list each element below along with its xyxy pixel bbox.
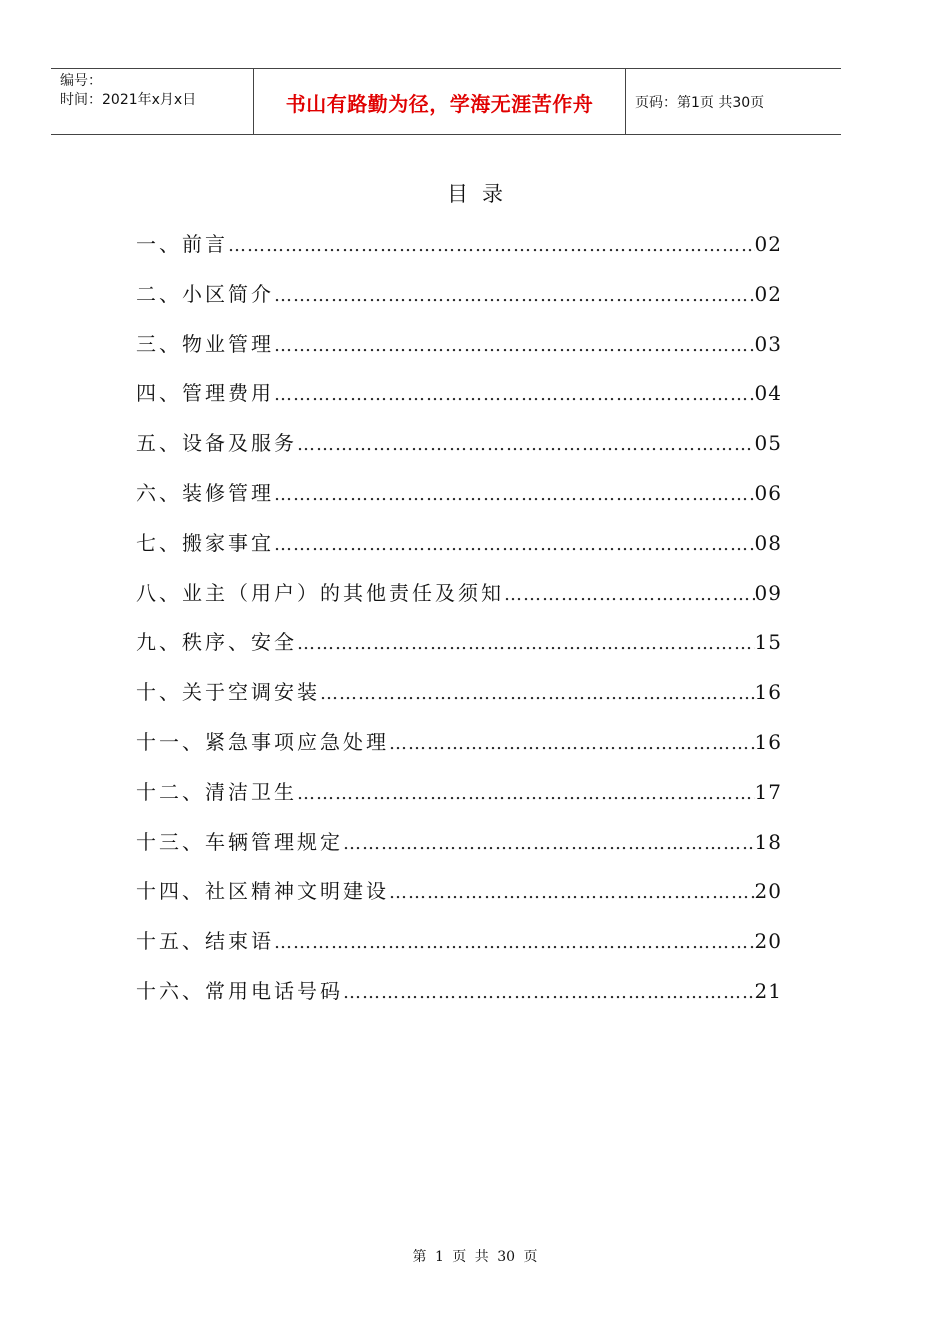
toc-item-label: 十一、紧急事项应急处理 — [136, 729, 389, 754]
toc-leader-dots — [274, 925, 755, 961]
toc-leader-dots — [389, 875, 755, 911]
toc-item-page: 16 — [754, 729, 782, 754]
toc-item-label: 五、设备及服务 — [136, 431, 297, 456]
toc-leader-dots — [274, 278, 755, 314]
toc-item-page: 03 — [754, 331, 782, 356]
toc-item-page: 09 — [754, 580, 782, 605]
toc-item-label: 一、前言 — [136, 232, 228, 256]
toc-item[interactable] — [136, 873, 782, 923]
toc-item-label: 十三、车辆管理规定 — [136, 829, 343, 854]
header-number-label: 编号： — [60, 73, 102, 89]
toc-leader-dots — [297, 626, 755, 662]
toc-item-label: 四、管理费用 — [136, 381, 274, 406]
header-motto: 书山有路勤为径，学海无涯苦作舟 — [285, 91, 594, 116]
toc-item[interactable] — [136, 375, 782, 425]
toc-item[interactable] — [136, 674, 782, 724]
toc-leader-dots — [320, 676, 755, 712]
toc-leader-dots — [343, 975, 755, 1011]
page-header — [51, 68, 841, 135]
toc-item[interactable] — [136, 824, 782, 874]
toc-item[interactable] — [136, 724, 782, 774]
toc-item-label: 六、装修管理 — [136, 480, 274, 505]
page-footer: 第 1 页 共 30 页 — [412, 1249, 538, 1265]
toc-item[interactable] — [136, 774, 782, 824]
toc-leader-dots — [274, 328, 755, 364]
toc-item[interactable] — [136, 326, 782, 376]
toc-item-label: 二、小区简介 — [136, 281, 274, 306]
toc-item-page: 02 — [754, 232, 782, 256]
toc-leader-dots — [228, 228, 755, 264]
header-meta — [60, 72, 196, 110]
toc-item-page: 20 — [754, 879, 782, 904]
table-of-contents — [136, 226, 782, 1023]
toc-leader-dots — [343, 826, 755, 862]
toc-item-page: 16 — [754, 680, 782, 705]
toc-item-page: 15 — [754, 630, 782, 655]
toc-item-page: 05 — [754, 431, 782, 456]
toc-item-label: 九、秩序、安全 — [136, 630, 297, 655]
toc-item-label: 十二、清洁卫生 — [136, 779, 297, 804]
toc-item[interactable] — [136, 525, 782, 575]
toc-leader-dots — [274, 527, 755, 563]
toc-leader-dots — [274, 477, 755, 513]
toc-item-page: 08 — [754, 530, 782, 555]
toc-item[interactable] — [136, 923, 782, 973]
header-page-info: 页码：第1页 共30页 — [635, 95, 765, 111]
toc-title: 目录 — [447, 182, 517, 206]
toc-item-label: 八、业主（用户）的其他责任及须知 — [136, 580, 504, 605]
toc-leader-dots — [504, 577, 755, 613]
toc-item-page: 02 — [754, 281, 782, 306]
toc-item[interactable] — [136, 475, 782, 525]
toc-item[interactable] — [136, 276, 782, 326]
toc-leader-dots — [297, 427, 755, 463]
header-time-label: 时间：2021年x月x日 — [60, 92, 197, 108]
toc-leader-dots — [389, 726, 755, 762]
toc-item-label: 三、物业管理 — [136, 331, 274, 356]
toc-item-label: 七、搬家事宜 — [136, 530, 274, 555]
toc-item-label: 十、关于空调安装 — [136, 680, 320, 705]
toc-item[interactable] — [136, 425, 782, 475]
toc-item[interactable] — [136, 624, 782, 674]
toc-item-page: 20 — [754, 929, 782, 954]
toc-leader-dots — [274, 377, 755, 413]
toc-item[interactable] — [136, 575, 782, 625]
toc-item-page: 04 — [754, 381, 782, 406]
toc-item-page: 06 — [754, 480, 782, 505]
toc-item[interactable] — [136, 973, 782, 1023]
toc-item-label: 十五、结束语 — [136, 929, 274, 954]
toc-item-page: 18 — [754, 829, 782, 854]
toc-item[interactable] — [136, 226, 782, 276]
toc-item-page: 17 — [754, 779, 782, 804]
header-divider-right — [625, 69, 626, 134]
toc-leader-dots — [297, 776, 755, 812]
toc-item-page: 21 — [754, 978, 782, 1003]
toc-item-label: 十四、社区精神文明建设 — [136, 879, 389, 904]
toc-item-label: 十六、常用电话号码 — [136, 978, 343, 1003]
